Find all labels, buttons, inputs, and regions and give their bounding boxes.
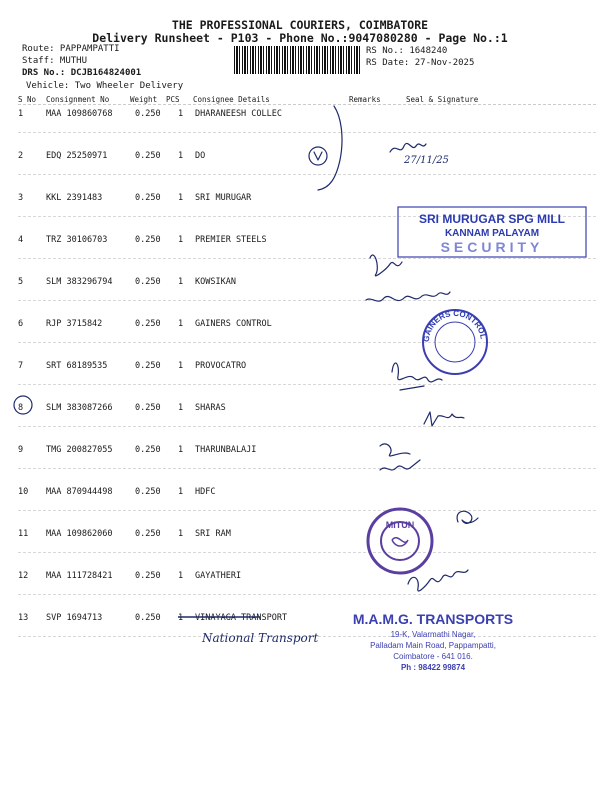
row-sno: 11 (18, 529, 29, 539)
row-pcs: 1 (178, 361, 184, 371)
runsheet-subtitle: Delivery Runsheet - P103 - Phone No.:9047080280 - Page No.:1 (92, 31, 508, 45)
col-consignee: Consignee Details (193, 95, 270, 104)
row-weight: 0.250 (135, 403, 161, 413)
staff-label: Staff: MUTHU (22, 56, 88, 66)
row-sno: 6 (18, 319, 24, 329)
col-weight: Weight (130, 95, 158, 104)
mitun-stamp (368, 509, 432, 573)
row-weight: 0.250 (135, 151, 161, 161)
row-sno: 8 (18, 403, 24, 413)
row-consignment: SRT 68189535 (46, 361, 108, 371)
row-weight: 0.250 (135, 277, 161, 287)
row-sno: 5 (18, 277, 24, 287)
row-consignee: PREMIER STEELS (195, 235, 267, 245)
row-sno: 9 (18, 445, 24, 455)
row-pcs: 1 (178, 445, 184, 455)
row-pcs: 1 (178, 487, 184, 497)
rs-date: RS Date: 27-Nov-2025 (366, 58, 475, 68)
mamg-stamp (353, 611, 513, 672)
company-title: THE PROFESSIONAL COURIERS, COIMBATORE (171, 18, 429, 32)
row-pcs: 1 (178, 529, 184, 539)
row-pcs: 1 (178, 193, 184, 203)
row-consignee: VINAYAGA TRANSPORT (195, 613, 288, 623)
row-sno: 10 (18, 487, 29, 497)
col-sno: S No (18, 95, 37, 104)
signature-row5 (366, 292, 450, 301)
signature-row2 (390, 143, 426, 152)
svg-text:Palladam Main Road, Pappampatt: Palladam Main Road, Pappampatti, (370, 641, 496, 650)
row-consignment: SLM 383296794 (46, 277, 113, 287)
drs-number: DRS No.: DCJB164824001 (22, 68, 142, 78)
row-consignment: RJP 3715842 (46, 319, 103, 329)
row-sno: 4 (18, 235, 24, 245)
row-pcs: 1 (178, 613, 184, 623)
row-consignee: THARUNBALAJI (195, 445, 257, 455)
row-pcs: 1 (178, 571, 184, 581)
row-consignment: MAA 870944498 (46, 487, 113, 497)
row-consignment: MAA 111728421 (46, 571, 113, 581)
gainers-stamp (422, 309, 488, 374)
row-consignment: MAA 109860768 (46, 109, 113, 119)
svg-text:19-K, Valarmathi Nagar,: 19-K, Valarmathi Nagar, (390, 630, 476, 639)
row-pcs: 1 (178, 235, 184, 245)
signature-row4 (370, 255, 402, 276)
row-sno: 2 (18, 151, 24, 161)
row-consignment: MAA 109862060 (46, 529, 113, 539)
row-consignment: TRZ 30106703 (46, 235, 108, 245)
row-sno: 13 (18, 613, 29, 623)
row-weight: 0.250 (135, 529, 161, 539)
row-weight: 0.250 (135, 235, 161, 245)
row-weight: 0.250 (135, 109, 161, 119)
row-consignment: TMG 200827055 (46, 445, 113, 455)
svg-text:Ph : 98422 99874: Ph : 98422 99874 (400, 663, 466, 672)
svg-text:M.A.M.G. TRANSPORTS: M.A.M.G. TRANSPORTS (352, 611, 514, 627)
row-pcs: 1 (178, 319, 184, 329)
row-weight: 0.250 (135, 193, 161, 203)
rs-number: RS No.: 1648240 (366, 46, 448, 56)
svg-text:GAINERS CONTROL: GAINERS CONTROL (421, 308, 488, 343)
svg-text:SRI MURUGAR SPG MILL: SRI MURUGAR SPG MILL (419, 212, 565, 226)
col-pcs: PCS (166, 95, 180, 104)
row-consignee: GAYATHERI (195, 571, 242, 581)
row-sno: 1 (18, 109, 24, 119)
row-consignee: SRI RAM (195, 529, 231, 539)
signature-row8 (424, 412, 464, 426)
row-consignee: PROVOCATRO (195, 361, 247, 371)
row-consignment: SVP 1694713 (46, 613, 103, 623)
circle-mark (309, 147, 327, 165)
row-consignment: SLM 383087266 (46, 403, 113, 413)
row-consignee: HDFC (195, 487, 216, 497)
handwritten-date-row2: 27/11/25 (404, 155, 449, 166)
handwritten-note-row13: National Transport (202, 631, 319, 645)
row-weight: 0.250 (135, 571, 161, 581)
row-pcs: 1 (178, 109, 184, 119)
row-consignee: GAINERS CONTROL (195, 319, 272, 329)
row-sno: 3 (18, 193, 24, 203)
svg-text:SECURITY: SECURITY (440, 239, 544, 255)
row-weight: 0.250 (135, 613, 161, 623)
row-weight: 0.250 (135, 361, 161, 371)
svg-text:KANNAM PALAYAM: KANNAM PALAYAM (444, 228, 540, 239)
row-consignee: DHARANEESH COLLEC (195, 109, 282, 119)
route-label: Route: PAPPAMPATTI (22, 44, 120, 54)
svg-text:Coimbatore - 641 016.: Coimbatore - 641 016. (393, 652, 473, 661)
row-consignee: DO (195, 151, 206, 161)
svg-text:MITUN: MITUN (385, 520, 415, 530)
row-weight: 0.250 (135, 445, 161, 455)
row-weight: 0.250 (135, 319, 161, 329)
row-pcs: 1 (178, 403, 184, 413)
circle-row8-icon (14, 396, 32, 414)
signature-row9 (380, 444, 410, 456)
murugar-stamp (398, 207, 586, 257)
row-sno: 12 (18, 571, 29, 581)
row-consignee: SRI MURUGAR (195, 193, 252, 203)
row-consignee: KOWSIKAN (195, 277, 236, 287)
col-remarks: Remarks (349, 95, 381, 104)
row-consignment: EDQ 25250971 (46, 151, 108, 161)
row-consignee: SHARAS (195, 403, 226, 413)
vehicle-label: Vehicle: Two Wheeler Delivery (26, 81, 184, 91)
row-pcs: 1 (178, 151, 184, 161)
signature-row12 (408, 570, 468, 591)
row-weight: 0.250 (135, 487, 161, 497)
col-consignment: Consignment No (46, 95, 110, 104)
row-sno: 7 (18, 361, 24, 371)
row-pcs: 1 (178, 277, 184, 287)
row-consignment: KKL 2391483 (46, 193, 103, 203)
col-seal-signature: Seal & Signature (406, 95, 479, 104)
signature-row10 (457, 511, 478, 523)
